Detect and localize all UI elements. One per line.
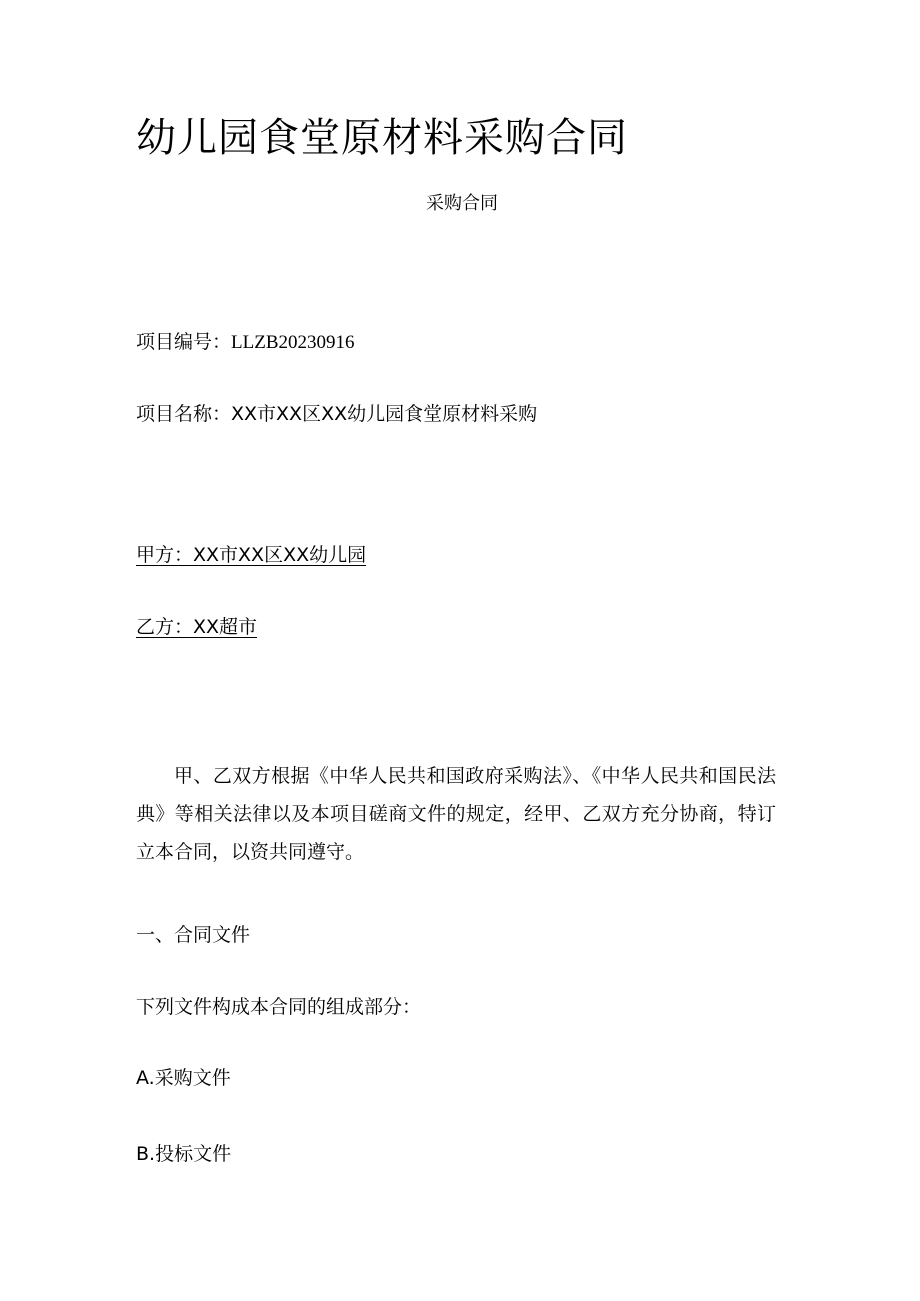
- document-title: 幼儿园食堂原材料采购合同: [136, 115, 628, 161]
- list-item-b: B.投标文件: [136, 1143, 232, 1165]
- intro-paragraph: 甲、乙双方根据《中华人民共和国政府采购法》、《中华人民共和国民法典》等相关法律以及本项目磋商文件的规定，经甲、乙双方充分协商，特订立本合同，以资共同遵守。: [136, 765, 776, 863]
- party-a: 甲方：XX市XX区XX幼儿园: [136, 544, 367, 566]
- party-b: 乙方：XX超市: [136, 616, 258, 638]
- project-number: [136, 333, 355, 352]
- section-1-heading: 一、合同文件: [136, 924, 251, 946]
- subtitle-text: 采购合同: [426, 193, 498, 214]
- document-subtitle: [0, 195, 920, 213]
- project-number-value: LLZB20230916: [231, 332, 355, 353]
- section-1-lead: 下列文件构成本合同的组成部分：: [136, 996, 422, 1018]
- project-number-label: 项目编号：: [136, 331, 232, 353]
- list-item-a: A.采购文件: [136, 1067, 231, 1089]
- project-name: 项目名称：XX市XX区XX幼儿园食堂原材料采购: [136, 403, 538, 425]
